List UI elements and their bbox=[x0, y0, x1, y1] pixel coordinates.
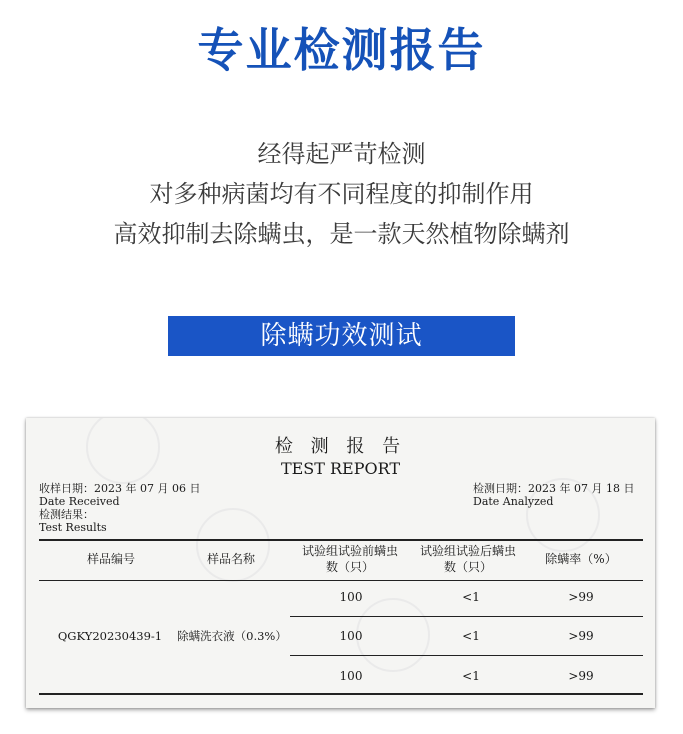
table-top-rule bbox=[39, 539, 643, 541]
table-header-rule bbox=[39, 580, 643, 581]
intro-line-2: 对多种病菌均有不同程度的抑制作用 bbox=[149, 180, 534, 208]
row-2-rate: >99 bbox=[568, 629, 594, 643]
table-row-rule bbox=[290, 616, 643, 617]
test-results-cn: 检测结果： bbox=[39, 508, 94, 521]
row-2-after: <1 bbox=[462, 629, 480, 643]
page-headline: 专业检测报告 bbox=[197, 23, 486, 77]
intro-line-3: 高效抑制去除螨虫，是一款天然植物除螨剂 bbox=[113, 220, 570, 248]
header-removal-rate: 除螨率（%） bbox=[545, 552, 617, 566]
date-analyzed-cn: 检测日期：2023 年 07 月 18 日 bbox=[473, 482, 635, 495]
header-before bbox=[288, 543, 412, 575]
watermark-stamp-icon bbox=[196, 508, 270, 582]
test-results-en: Test Results bbox=[39, 521, 107, 534]
intro-line-1: 经得起严苛检测 bbox=[257, 140, 426, 168]
header-sample-name: 样品名称 bbox=[206, 552, 255, 566]
header-after bbox=[406, 543, 530, 575]
report-title-cn: 检 测 报 告 bbox=[274, 436, 407, 457]
sample-number: QGKY20230439-1 bbox=[57, 629, 163, 643]
report-meta-right bbox=[473, 482, 634, 508]
header-sample-no: 样品编号 bbox=[86, 552, 135, 566]
date-analyzed-en: Date Analyzed bbox=[473, 495, 554, 508]
header-before-line-1: 试验组试验前螨虫 bbox=[301, 544, 398, 558]
row-3-before: 100 bbox=[339, 669, 363, 683]
date-received-en: Date Received bbox=[39, 495, 120, 508]
table-bottom-rule bbox=[39, 693, 643, 695]
test-report-document bbox=[26, 418, 655, 708]
table-row-rule bbox=[290, 655, 643, 656]
header-after-line-1: 试验组试验后螨虫 bbox=[419, 544, 516, 558]
row-1-rate: >99 bbox=[568, 590, 594, 604]
row-1-before: 100 bbox=[339, 590, 363, 604]
date-received-cn: 收样日期：2023 年 07 月 06 日 bbox=[39, 482, 201, 495]
row-1-after: <1 bbox=[462, 590, 480, 604]
row-3-after: <1 bbox=[462, 669, 480, 683]
section-banner: 除螨功效测试 bbox=[168, 316, 515, 356]
header-before-line-2: 数（只） bbox=[325, 560, 374, 574]
sample-name: 除螨洗衣液（0.3%） bbox=[177, 629, 287, 643]
report-title-en: TEST REPORT bbox=[280, 459, 401, 478]
row-3-rate: >99 bbox=[568, 669, 594, 683]
header-after-line-2: 数（只） bbox=[443, 560, 492, 574]
intro-text bbox=[0, 134, 683, 254]
row-2-before: 100 bbox=[339, 629, 363, 643]
report-meta-left bbox=[39, 482, 200, 534]
